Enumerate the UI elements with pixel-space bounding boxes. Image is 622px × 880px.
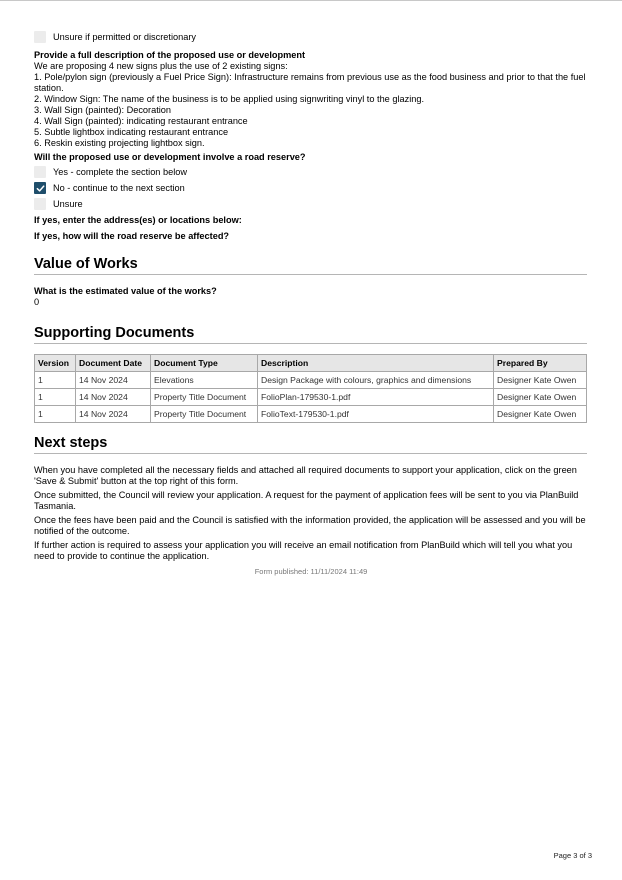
paragraph: If further action is required to assess your application you will receive an email notification from PlanBuild which will tell you what you need to provide to continue the application. [34, 540, 573, 561]
paragraph: Once submitted, the Council will review your application. A request for the payment of application fees will be sent to you via PlanBuild Tasmania. [34, 490, 579, 511]
road-option-no[interactable] [34, 181, 587, 195]
description-line: 6. Reskin existing projecting lightbox sign. [34, 138, 205, 148]
section-title: Value of Works [34, 256, 587, 275]
checkbox[interactable] [34, 198, 46, 210]
cell-type: Property Title Document [151, 406, 258, 423]
description-line: 2. Window Sign: The name of the business is to be applied using signwriting vinyl to the glazing. [34, 94, 425, 104]
road-option-yes[interactable] [34, 165, 587, 179]
top-divider [0, 0, 622, 1]
column-header: Prepared By [494, 355, 587, 372]
option-unsure-permitted[interactable] [34, 30, 587, 44]
paragraph: When you have completed all the necessary fields and attached all required documents to support your application, click on the green 'Save & Submit' button at the top right of this form. [34, 465, 577, 486]
description-answer [34, 61, 587, 149]
paragraph: Once the fees have been paid and the Council is satisfied with the information provided, the application will be assessed and you will be notified of the outcome. [34, 515, 586, 536]
cell-version: 1 [35, 406, 76, 423]
section-title: Supporting Documents [34, 325, 587, 344]
cell-prepared-by: Designer Kate Owen [494, 389, 587, 406]
description-line: 4. Wall Sign (painted): indicating restaurant entrance [34, 116, 248, 126]
page-number: Page 3 of 3 [553, 851, 592, 860]
road-address-question: If yes, enter the address(es) or locations below: [34, 215, 242, 225]
column-header: Version [35, 355, 76, 372]
checkbox[interactable] [34, 31, 46, 43]
value-of-works-section [34, 256, 587, 308]
table-row [35, 372, 587, 389]
form-published-note: Form published: 11/11/2024 11:49 [254, 567, 368, 576]
cell-date: 14 Nov 2024 [76, 389, 151, 406]
road-reserve-options [34, 165, 587, 211]
supporting-documents-section [34, 325, 587, 423]
documents-table [34, 354, 587, 423]
column-header: Document Date [76, 355, 151, 372]
description-line: 5. Subtle lightbox indicating restaurant entrance [34, 127, 229, 137]
road-reserve-question: Will the proposed use or development involve a road reserve? [34, 152, 306, 162]
checkmark-icon [36, 184, 45, 193]
checkbox-checked[interactable] [34, 182, 46, 194]
column-header: Description [258, 355, 494, 372]
section-title: Next steps [34, 435, 587, 454]
checkbox[interactable] [34, 166, 46, 178]
cell-date: 14 Nov 2024 [76, 372, 151, 389]
value-question: What is the estimated value of the works? [34, 286, 217, 296]
cell-type: Elevations [151, 372, 258, 389]
value-answer: 0 [34, 297, 40, 307]
cell-version: 1 [35, 372, 76, 389]
road-affect-question: If yes, how will the road reserve be affected? [34, 231, 230, 241]
description-line: We are proposing 4 new signs plus the use of 2 existing signs: [34, 61, 288, 71]
option-label: Unsure [53, 198, 83, 209]
cell-description: FolioPlan-179530-1.pdf [258, 389, 494, 406]
description-line: 1. Pole/pylon sign (previously a Fuel Price Sign): Infrastructure remains from previous use as the food business and prior to that the fuel station. [34, 72, 586, 93]
road-option-unsure[interactable] [34, 197, 587, 211]
option-label: Yes - complete the section below [53, 166, 187, 177]
cell-description: FolioText-179530-1.pdf [258, 406, 494, 423]
cell-prepared-by: Designer Kate Owen [494, 406, 587, 423]
next-steps-section [34, 435, 587, 562]
next-steps-text [34, 465, 587, 562]
table-row [35, 406, 587, 423]
table-header-row [35, 355, 587, 372]
cell-date: 14 Nov 2024 [76, 406, 151, 423]
description-line: 3. Wall Sign (painted): Decoration [34, 105, 172, 115]
table-row [35, 389, 587, 406]
cell-type: Property Title Document [151, 389, 258, 406]
column-header: Document Type [151, 355, 258, 372]
cell-prepared-by: Designer Kate Owen [494, 372, 587, 389]
cell-version: 1 [35, 389, 76, 406]
option-label: Unsure if permitted or discretionary [53, 31, 196, 42]
form-page [34, 28, 587, 565]
description-question: Provide a full description of the proposed use or development [34, 50, 306, 60]
cell-description: Design Package with colours, graphics and dimensions [258, 372, 494, 389]
option-label: No - continue to the next section [53, 182, 185, 193]
